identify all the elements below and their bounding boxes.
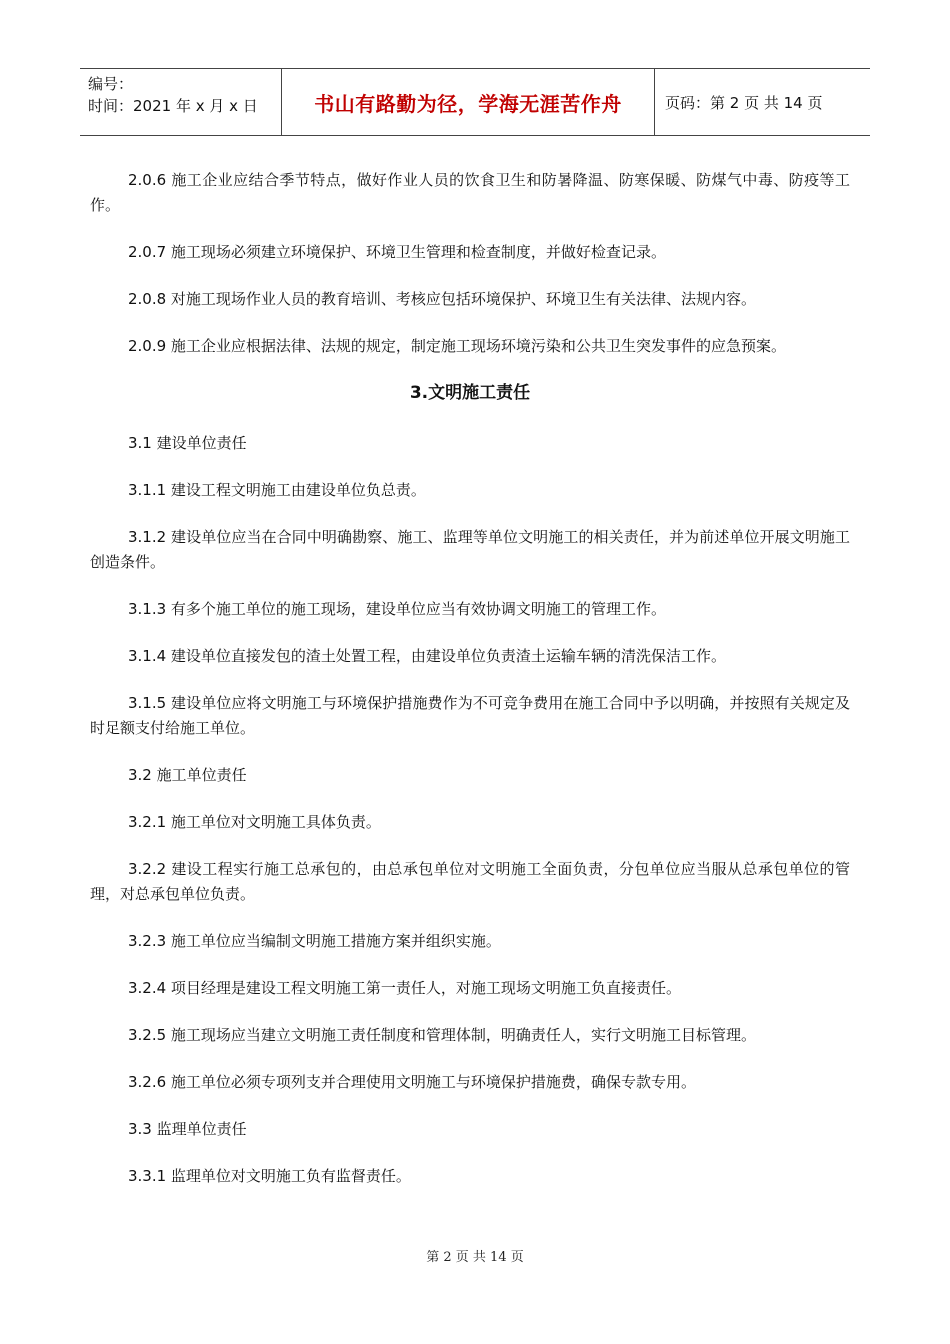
header-page-info: 页码：第 2 页 共 14 页 — [665, 93, 823, 112]
paragraph: 3.1.3 有多个施工单位的施工现场，建设单位应当有效协调文明施工的管理工作。 — [128, 600, 666, 618]
paragraph: 3.2.4 项目经理是建设工程文明施工第一责任人，对施工现场文明施工负直接责任。 — [128, 979, 681, 997]
paragraph: 2.0.6 施工企业应结合季节特点，做好作业人员的饮食卫生和防暑降温、防寒保暖、防煤气中毒、防疫等工作。 — [90, 171, 850, 214]
paragraph: 3.2.2 建设工程实行施工总承包的，由总承包单位对文明施工全面负责，分包单位应当服从总承包单位的管理，对总承包单位负责。 — [90, 860, 850, 903]
paragraph: 3.1.4 建设单位直接发包的渣土处置工程，由建设单位负责渣土运输车辆的清洗保洁工作。 — [128, 647, 726, 665]
document-body — [90, 168, 850, 1211]
paragraph: 3.3 监理单位责任 — [128, 1120, 247, 1138]
paragraph: 3.2.1 施工单位对文明施工具体负责。 — [128, 813, 381, 831]
paragraph: 3.1.5 建设单位应将文明施工与环境保护措施费作为不可竞争费用在施工合同中予以明确，并按照有关规定及时足额支付给施工单位。 — [90, 694, 850, 737]
section-title: 3.文明施工责任 — [409, 383, 531, 403]
paragraph: 2.0.7 施工现场必须建立环境保护、环境卫生管理和检查制度，并做好检查记录。 — [128, 243, 666, 261]
paragraph: 3.1 建设单位责任 — [128, 434, 247, 452]
paragraph: 2.0.9 施工企业应根据法律、法规的规定，制定施工现场环境污染和公共卫生突发事件的应急预案。 — [128, 337, 786, 355]
number-label: 编号： — [88, 75, 134, 93]
paragraph: 2.0.8 对施工现场作业人员的教育培训、考核应包括环境保护、环境卫生有关法律、法规内容。 — [128, 290, 756, 308]
page-footer: 第 2 页 共 14 页 — [426, 1250, 524, 1265]
paragraph: 3.1.2 建设单位应当在合同中明确勘察、施工、监理等单位文明施工的相关责任，并为前述单位开展文明施工创造条件。 — [90, 528, 850, 571]
paragraph: 3.2.5 施工现场应当建立文明施工责任制度和管理体制，明确责任人，实行文明施工目标管理。 — [128, 1026, 756, 1044]
header-motto: 书山有路勤为径，学海无涯苦作舟 — [282, 69, 655, 135]
time-label: 时间：2021 年 x 月 x 日 — [88, 97, 258, 115]
paragraph: 3.3.1 监理单位对文明施工负有监督责任。 — [128, 1167, 411, 1185]
paragraph: 3.2 施工单位责任 — [128, 766, 247, 784]
paragraph: 3.2.3 施工单位应当编制文明施工措施方案并组织实施。 — [128, 932, 501, 950]
paragraph: 3.2.6 施工单位必须专项列支并合理使用文明施工与环境保护措施费，确保专款专用。 — [128, 1073, 696, 1091]
header-meta — [80, 69, 282, 135]
page-header — [80, 68, 870, 136]
paragraph: 3.1.1 建设工程文明施工由建设单位负总责。 — [128, 481, 426, 499]
